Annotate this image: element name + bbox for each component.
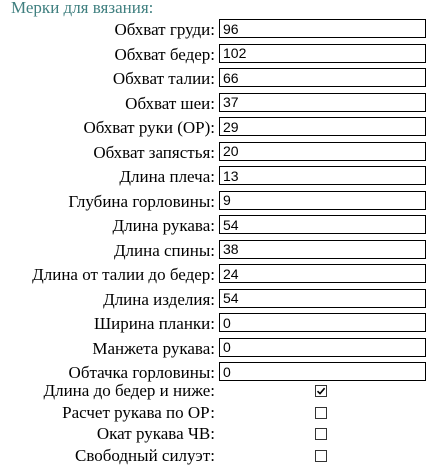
field-row-neck (0, 92, 430, 117)
field-label-waist-to-hip: Длина от талии до бедер: (32, 265, 215, 284)
option-label-sleeve-by-arm: Расчет рукава по ОР: (62, 402, 215, 422)
placket-width-input[interactable] (219, 313, 426, 332)
field-row-sleeve-cuff (0, 337, 430, 362)
field-label-sleeve-length: Длина рукава: (112, 216, 215, 235)
field-row-hips (0, 43, 430, 68)
field-row-placket-width (0, 312, 430, 337)
option-row-sleeve-cap (0, 424, 430, 446)
arm-girth-input[interactable] (219, 117, 426, 136)
waist-girth-input[interactable] (219, 68, 426, 87)
field-label-placket-width: Ширина планки: (93, 314, 215, 333)
field-row-chest (0, 18, 430, 43)
sleeve-cap-checkbox[interactable] (315, 428, 327, 440)
chest-girth-input[interactable] (219, 19, 426, 38)
field-label-neckline-depth: Глубина горловины: (68, 191, 215, 211)
field-label-neckline-facing: Обтачка горловины: (68, 363, 215, 382)
field-row-wrist (0, 141, 430, 166)
form-title: Мерки для вязания: (11, 0, 154, 17)
neck-girth-input[interactable] (219, 93, 426, 112)
field-row-back-length (0, 239, 430, 264)
measurements-list (0, 18, 430, 386)
options-list (0, 381, 430, 467)
field-label-neck: Обхват шеи: (125, 93, 215, 113)
neckline-depth-input[interactable] (219, 191, 426, 210)
field-label-garment-length: Длина изделия: (103, 289, 215, 309)
field-row-shoulder (0, 165, 430, 190)
option-row-below-hips (0, 381, 430, 403)
option-label-loose-fit: Свободный силуэт: (74, 445, 215, 465)
checkmark-icon (316, 386, 326, 396)
neckline-facing-input[interactable] (219, 362, 426, 381)
field-row-garment-length (0, 288, 430, 313)
option-row-loose-fit (0, 446, 430, 467)
field-label-wrist: Обхват запястья: (93, 142, 215, 162)
below-hips-checkbox[interactable] (315, 385, 327, 397)
wrist-girth-input[interactable] (219, 142, 426, 161)
option-row-sleeve-by-arm (0, 403, 430, 425)
field-label-waist: Обхват талии: (112, 69, 215, 88)
option-label-below-hips: Длина до бедер и ниже: (43, 381, 215, 400)
field-label-hips: Обхват бедер: (114, 44, 215, 64)
field-row-neckline-depth (0, 190, 430, 215)
shoulder-length-input[interactable] (219, 166, 426, 185)
option-label-sleeve-cap: Окат рукава ЧВ: (96, 424, 215, 443)
field-label-back-length: Длина спины: (113, 240, 215, 260)
sleeve-cuff-input[interactable] (219, 338, 426, 357)
field-row-arm (0, 116, 430, 141)
back-length-input[interactable] (219, 240, 426, 259)
sleeve-length-input[interactable] (219, 215, 426, 234)
waist-to-hip-length-input[interactable] (219, 264, 426, 283)
field-label-chest: Обхват груди: (114, 20, 215, 39)
field-row-waist-to-hip (0, 263, 430, 288)
field-label-sleeve-cuff: Манжета рукава: (92, 338, 215, 358)
field-row-waist (0, 67, 430, 92)
field-row-sleeve-length (0, 214, 430, 239)
field-label-arm: Обхват руки (ОР): (83, 118, 215, 137)
sleeve-by-arm-checkbox[interactable] (315, 407, 327, 419)
hip-girth-input[interactable] (219, 44, 426, 63)
loose-fit-checkbox[interactable] (315, 450, 327, 462)
field-label-shoulder: Длина плеча: (119, 167, 215, 186)
garment-length-input[interactable] (219, 289, 426, 308)
